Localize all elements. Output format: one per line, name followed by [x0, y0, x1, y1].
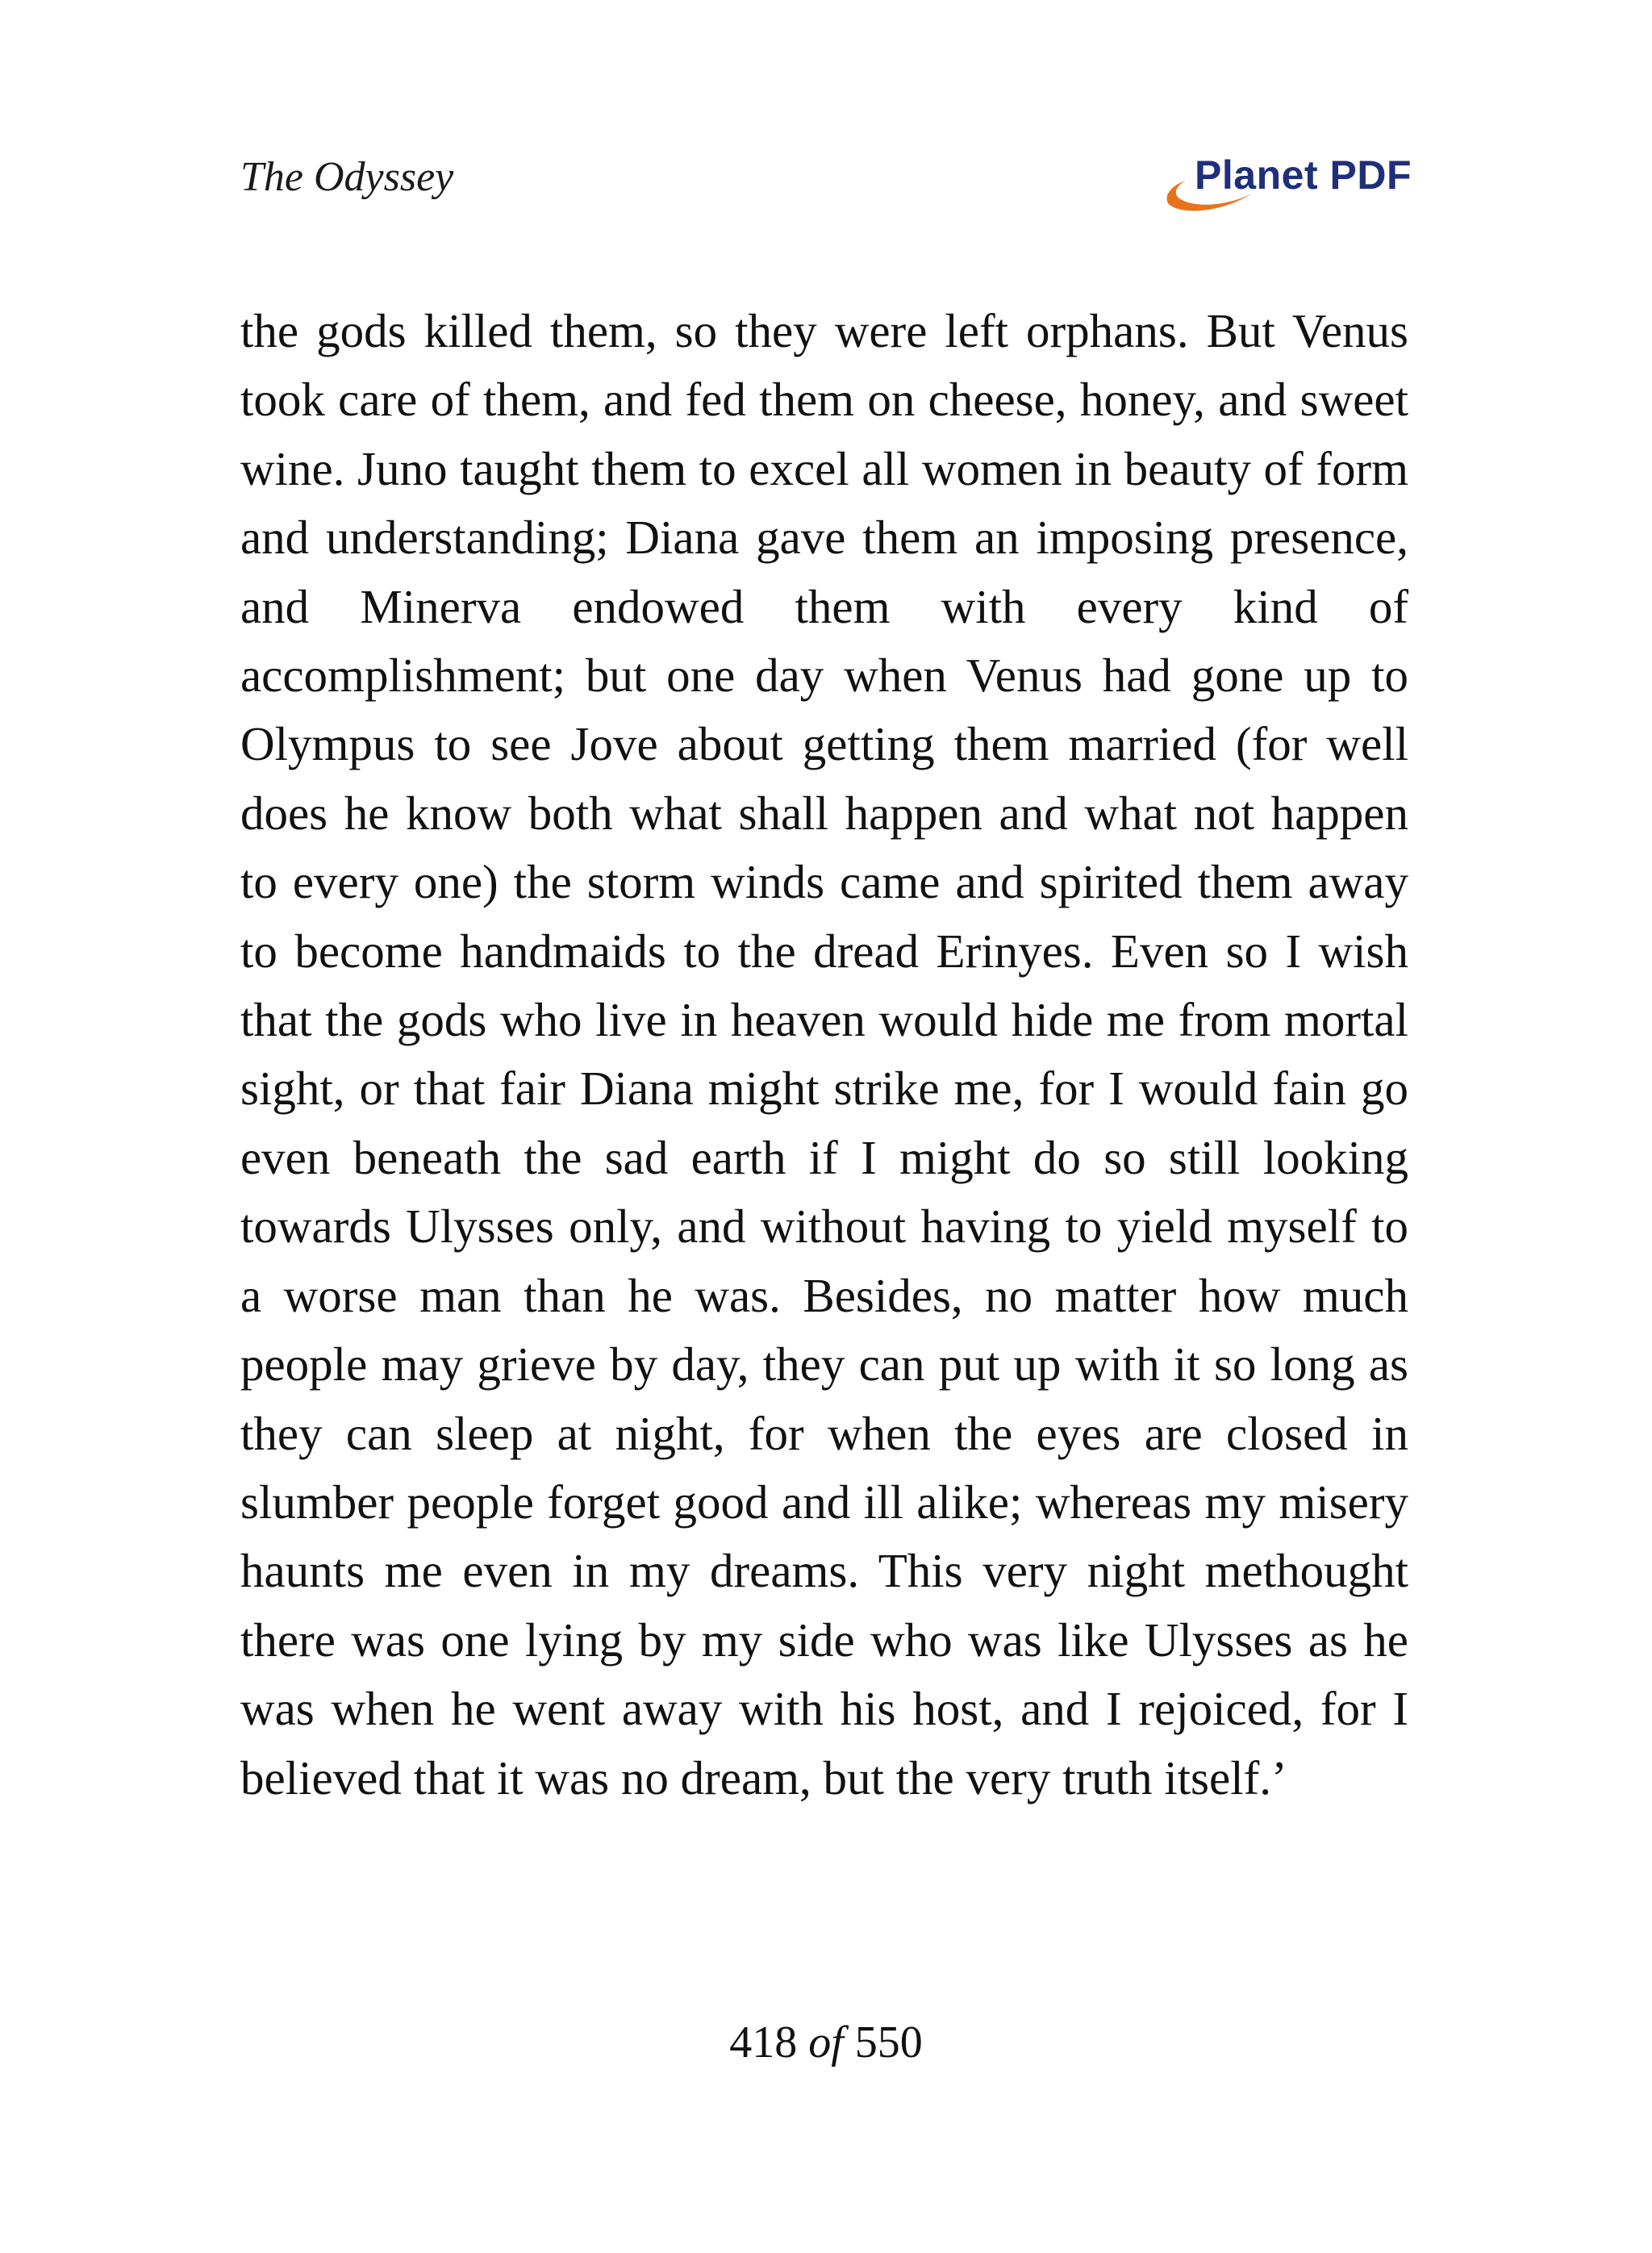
page-current: 418	[729, 2017, 798, 2067]
logo-wordmark: Planet PDF	[1195, 152, 1412, 198]
planet-pdf-logo	[1162, 147, 1412, 216]
page-number	[0, 2017, 1652, 2068]
body-paragraph: the gods killed them, so they were left orphans. But Venus took care of them, and fed them on cheese, honey, and sweet wine. Juno taught them to excel all women in beauty of form and understanding; Diana gave them an imposing presence, and Minerva endowed them with every kind of accomplishment; but one day when Venus had gone up to Olympus to see Jove about getting them married (for well does he know both what shall happen and what not happen to every one) the storm winds came and spirited them away to become handmaids to the dread Erinyes. Even so I wish that the gods who live in heaven would hide me from mortal sight, or that fair Diana might strike me, for I would fain go even beneath the sad earth if I might do so still looking towards Ulysses only, and without having to yield myself to a worse man than he was. Besides, no matter how much people may grieve by day, they can put up with it so long as they can sleep at night, for when the eyes are closed in slumber people forget good and ill alike; whereas my misery haunts me even in my dreams. This very night methought there was one lying by my side who was like Ulysses as he was when he went away with his host, and I rejoiced, for I believed that it was no dream, but the very truth itself.’	[240, 304, 1408, 1804]
page-header	[240, 147, 1412, 219]
page-total: 550	[854, 2017, 923, 2067]
page-of-label: of	[808, 2017, 844, 2067]
book-title: The Odyssey	[240, 154, 454, 200]
